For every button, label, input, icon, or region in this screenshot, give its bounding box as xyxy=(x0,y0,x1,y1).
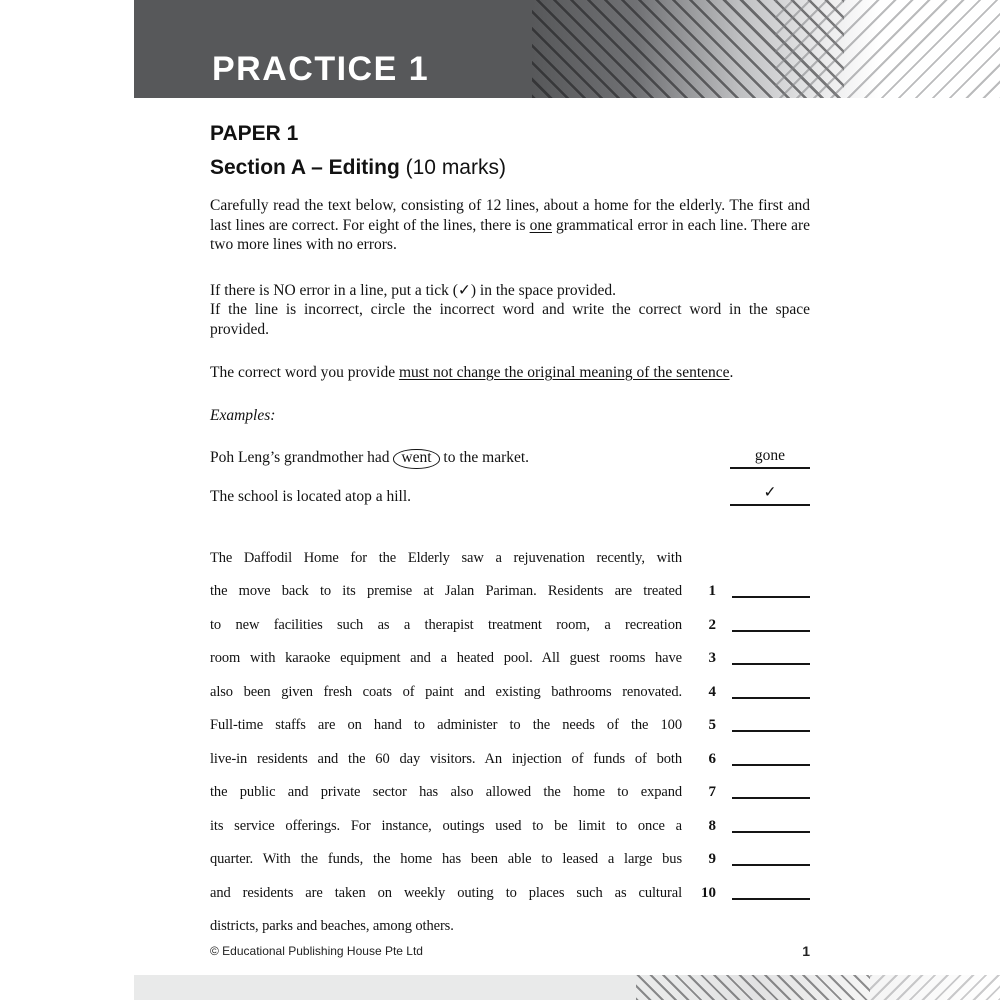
page-number: 1 xyxy=(802,943,810,959)
example-2-sentence: The school is located atop a hill. xyxy=(210,487,412,505)
section-title xyxy=(210,156,810,180)
examples-label: Examples: xyxy=(210,406,276,424)
copyright-text: © Educational Publishing House Pte Ltd xyxy=(210,944,423,958)
banner-diagonal-stripes-light xyxy=(775,0,1000,98)
passage-line xyxy=(210,682,810,703)
line-number: 3 xyxy=(708,650,716,666)
passage-line xyxy=(210,715,810,736)
instruction-1-underlined-word: one xyxy=(529,216,552,234)
instruction-paragraph-1 xyxy=(210,196,810,255)
passage-line-text: The Daffodil Home for the Elderly saw a rejuvenation recently, with xyxy=(210,549,682,566)
passage-line xyxy=(210,916,810,937)
example-row-1 xyxy=(210,447,810,469)
answer-blank xyxy=(732,886,810,900)
answer-blank xyxy=(732,685,810,699)
footer-diagonal-stripes-dark xyxy=(636,975,870,1000)
footer-diagonal-stripes-light xyxy=(870,975,1000,1000)
instruction-2-line2: If the line is incorrect, circle the incorrect word and write the correct word in the space provided. xyxy=(210,301,810,338)
page-content xyxy=(210,122,810,950)
passage-line xyxy=(210,648,810,669)
passage-line xyxy=(210,548,810,569)
example-1-answer-blank: gone xyxy=(730,447,810,469)
passage-line-text: Full-time staffs are on hand to administer to the needs of the 100 xyxy=(210,717,682,733)
instruction-paragraph-2 xyxy=(210,281,810,340)
passage-line xyxy=(210,581,810,602)
practice-banner xyxy=(134,0,1000,98)
passage-line-text: live-in residents and the 60 day visitors. An injection of funds of both xyxy=(210,750,682,767)
passage-line-text: quarter. With the funds, the home has been able to leased a large bus xyxy=(210,851,682,867)
passage-line xyxy=(210,615,810,636)
example-1-circled-word: went xyxy=(393,449,439,468)
line-number: 6 xyxy=(708,750,716,767)
line-number: 2 xyxy=(708,616,716,633)
passage-line-text: also been given fresh coats of paint and existing bathrooms renovated. xyxy=(210,683,682,700)
passage-line-text: districts, parks and beaches, among others. xyxy=(210,918,454,934)
page-footer xyxy=(210,943,810,959)
line-number: 4 xyxy=(708,683,716,700)
answer-blank xyxy=(732,785,810,799)
example-1-text-after: to the market. xyxy=(439,449,530,467)
line-number: 5 xyxy=(708,717,716,733)
paper-title: PAPER 1 xyxy=(210,122,299,145)
section-title-main: Section A – Editing xyxy=(210,156,400,179)
line-number: 9 xyxy=(708,851,716,867)
answer-blank xyxy=(732,584,810,598)
answer-blank xyxy=(732,852,810,866)
example-2-answer-blank: ✓ xyxy=(730,483,810,506)
passage-line xyxy=(210,883,810,904)
practice-title: PRACTICE 1 xyxy=(212,50,430,88)
passage-line-text: its service offerings. For instance, outings used to be limit to once a xyxy=(210,817,682,834)
instruction-1-text-after: grammatical error in each line. There are two more lines with no errors. xyxy=(210,216,810,253)
example-row-2 xyxy=(210,483,810,506)
passage-line-text: and residents are taken on weekly outing to places such as cultural xyxy=(210,884,682,901)
passage-line-text: the public and private sector has also allowed the home to expand xyxy=(210,784,682,800)
line-number: 10 xyxy=(701,884,716,901)
line-number: 8 xyxy=(708,817,716,834)
answer-blank xyxy=(732,819,810,833)
instruction-3-text-after: . xyxy=(729,364,734,381)
instruction-1-text: Carefully read the text below, consisting of 12 lines, about a home for the elderly. The first and last lines are correct. For eight of the lines, there is xyxy=(210,197,810,234)
instruction-paragraph-3 xyxy=(210,363,810,383)
answer-blank xyxy=(732,618,810,632)
instruction-3-text: The correct word you provide xyxy=(210,364,399,381)
instruction-2-line1: If there is NO error in a line, put a tick (✓) in the space provided. xyxy=(210,281,616,299)
passage-line xyxy=(210,749,810,770)
passage-line xyxy=(210,849,810,870)
example-1-text: Poh Leng’s grandmother had xyxy=(210,449,394,467)
editing-passage xyxy=(210,548,810,938)
example-1-sentence xyxy=(210,449,529,468)
passage-line-text: to new facilities such as a therapist treatment room, a recreation xyxy=(210,616,682,633)
instruction-3-underlined-phrase: must not change the original meaning of the sentence xyxy=(398,364,730,381)
line-number: 1 xyxy=(708,583,716,599)
passage-line-text: room with karaoke equipment and a heated pool. All guest rooms have xyxy=(210,650,682,666)
section-title-marks: (10 marks) xyxy=(399,156,506,179)
passage-line xyxy=(210,782,810,803)
passage-line-text: the move back to its premise at Jalan Pariman. Residents are treated xyxy=(210,583,682,599)
line-number: 7 xyxy=(708,784,716,800)
passage-line xyxy=(210,816,810,837)
footer-stripe-decoration xyxy=(134,975,1000,1000)
answer-blank xyxy=(732,718,810,732)
answer-blank xyxy=(732,651,810,665)
answer-blank xyxy=(732,752,810,766)
